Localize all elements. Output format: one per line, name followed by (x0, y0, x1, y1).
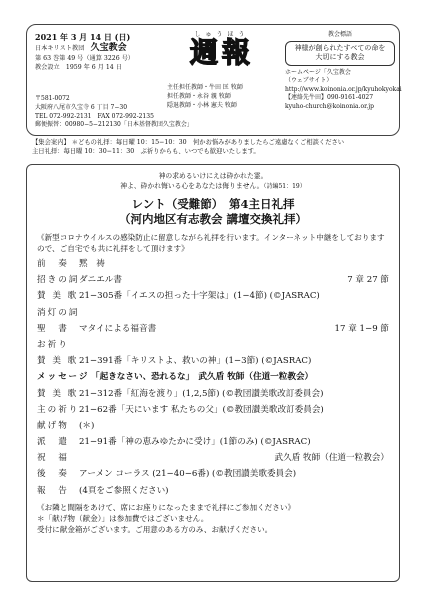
service-notice: 《新型コロナウイルスの感染防止に留意しながら礼拝を行います。インターネット中継をしておりますので、ご自宅でも共に礼拝をして頂けます》 (37, 233, 385, 253)
order-detail: アーメン コーラス (21−40−6番) (©教団讃美歌委員会) (79, 469, 297, 480)
motto-box (285, 41, 395, 66)
order-label: お祈り (37, 339, 69, 350)
order-item (37, 337, 389, 353)
website-url[interactable]: http://www.koinonia.or.jp/kyuhokyokai (285, 85, 402, 93)
order-detail: (4頁をご参照ください) (79, 485, 169, 496)
order-of-service (37, 256, 389, 499)
motto-line: 神様が創られたすべての命を (294, 43, 386, 52)
order-item (37, 434, 389, 450)
issue-number: 第 63 巻第 49 号（通算 3226 号） (35, 54, 134, 62)
postal-transfer: 郵便振替：00980−5−212130「日本基督教団久宝教会」 (35, 121, 193, 129)
motto-line: 大切にする教会 (315, 53, 365, 62)
staff-line: 隠退教師・小林 憲夫 牧師 (167, 102, 237, 110)
order-label: 賛 美 歌 (37, 356, 79, 367)
footer-line: ＊「献げ物（献金）」は参加費ではございません。 (37, 513, 209, 523)
footer-line: 受付に献金箱がございます。ご用意のある方のみ、お献げください。 (37, 524, 273, 534)
postal-code: 〒581-0072 (35, 95, 70, 102)
order-label: 主の祈り (37, 404, 80, 415)
footer-line: 《お隣と間隔をあけて、席にお座りになったままで礼拝にご参加ください》 (37, 502, 296, 512)
order-ref: 7 章 27 節 (347, 275, 389, 286)
order-detail: 「起きなさい、恐れるな」 武久盾 牧師（住道一粒教会） (91, 372, 314, 383)
order-label: 消灯の詞 (37, 307, 80, 318)
order-label: 招きの詞 (37, 275, 80, 286)
order-item (37, 450, 389, 466)
issue-date: 2021 年 3 月 14 日 (日) (35, 32, 131, 42)
order-label: 報 告 (37, 485, 69, 496)
verse-line: 神の求めるいけにえは砕かれた霊。 (158, 172, 268, 180)
motto-heading: 教会標語 (327, 31, 352, 38)
order-label: メッセージ (37, 372, 90, 383)
order-item (37, 418, 389, 434)
order-item (37, 305, 389, 321)
service-order-box (26, 164, 400, 582)
title-ruby: しゅうほう (194, 31, 250, 38)
order-detail: (＊) (79, 420, 95, 431)
service-subtitle: （河内地区有志教会 講壇交換礼拝） (118, 212, 307, 226)
order-detail: 21−305番「イエスの担った十字架は」(1−4節) (©JASRAC) (79, 291, 320, 302)
order-item (37, 256, 389, 272)
service-title: レント（受難節） 第4主日礼拝 (131, 197, 295, 211)
meeting-info (32, 138, 402, 156)
order-item (37, 483, 389, 499)
header-motto (285, 31, 402, 112)
order-item (37, 386, 389, 402)
order-label: 賛 美 歌 (37, 388, 79, 399)
service-title-block (27, 197, 399, 227)
order-detail: ダニエル書 (79, 275, 122, 286)
church-name: 久宝教会 (90, 43, 127, 54)
staff-line: 主任担任教師・牛田 匡 牧師 (167, 84, 243, 91)
verse-reference: （詩編51：19） (263, 183, 306, 190)
order-label: 前 奏 (37, 259, 69, 269)
order-item (37, 353, 389, 369)
order-ref: 17 章 1−9 節 (334, 323, 389, 334)
header-title-block (167, 29, 277, 68)
order-label: 賛 美 歌 (37, 291, 79, 302)
website-label-2: （ウェブサイト） (285, 77, 333, 85)
order-item-message (37, 369, 389, 385)
order-detail: 21−62番「天にいます 私たちの父」(©教団讃美歌改訂委員会) (79, 404, 324, 415)
affiliation: 日本キリスト教団 (35, 45, 85, 53)
emergency-contact: 【連絡先牛田】090-9161-4027 (285, 94, 374, 102)
order-label: 献げ物 (37, 420, 69, 431)
order-item (37, 288, 389, 304)
phone-fax: TEL 072-992-2131 FAX 072-992-2135 (35, 112, 154, 120)
contact-email[interactable]: kyuho-church@koinonia.or.jp (285, 102, 374, 110)
order-item (37, 466, 389, 482)
order-detail: 黙 祷 (79, 259, 105, 269)
order-label: 聖 書 (37, 323, 69, 334)
order-label: 派 遣 (37, 437, 69, 448)
service-footer (37, 502, 389, 535)
website-label: ホームページ「久宝教会 (285, 68, 351, 76)
order-item (37, 402, 389, 418)
verse-line: 神よ、砕かれ悔いる心をあなたは侮りません。 (120, 182, 264, 190)
order-label: 後 奏 (37, 469, 69, 480)
order-detail: マタイによる福音書 (79, 323, 157, 334)
address-block (35, 95, 275, 130)
order-ref: 武久盾 牧師（住道一粒教会） (274, 453, 389, 464)
meeting-line: 【集会案内】 ＊どもの礼拝：毎日曜 10：15−10：30 何かお悩みがありましたらご遠慮なくご相談ください (32, 139, 345, 146)
meeting-line: 主日礼拝：毎日曜 10：30−11：30 ぶ祈りからも、いつでも歓迎いたします。 (32, 148, 260, 156)
founded-date: 教会設立 1959 年 6 月 14 日 (35, 64, 122, 72)
order-item (37, 321, 389, 337)
header-info (35, 33, 165, 73)
order-item (37, 272, 389, 288)
bulletin-header (26, 24, 400, 136)
scripture-verse (27, 171, 399, 192)
street-address: 大阪府八尾市久宝寺 6 丁目 7−30 (35, 103, 128, 111)
staff-line: 担任教師・永谷 親 牧師 (167, 93, 231, 101)
order-detail: 21−391番「キリストよ、救いの神」(1−3節) (©JASRAC) (79, 356, 312, 367)
order-label: 祝 福 (37, 453, 69, 464)
order-detail: 21−91番「神の恵みゆたかに受け」(1節のみ) (©JASRAC) (79, 437, 311, 448)
bulletin-title: 週報 (189, 36, 254, 69)
order-detail: 21−312番「紅海を渡り」(1,2,5節) (©教団讃美歌改訂委員会) (79, 388, 324, 399)
